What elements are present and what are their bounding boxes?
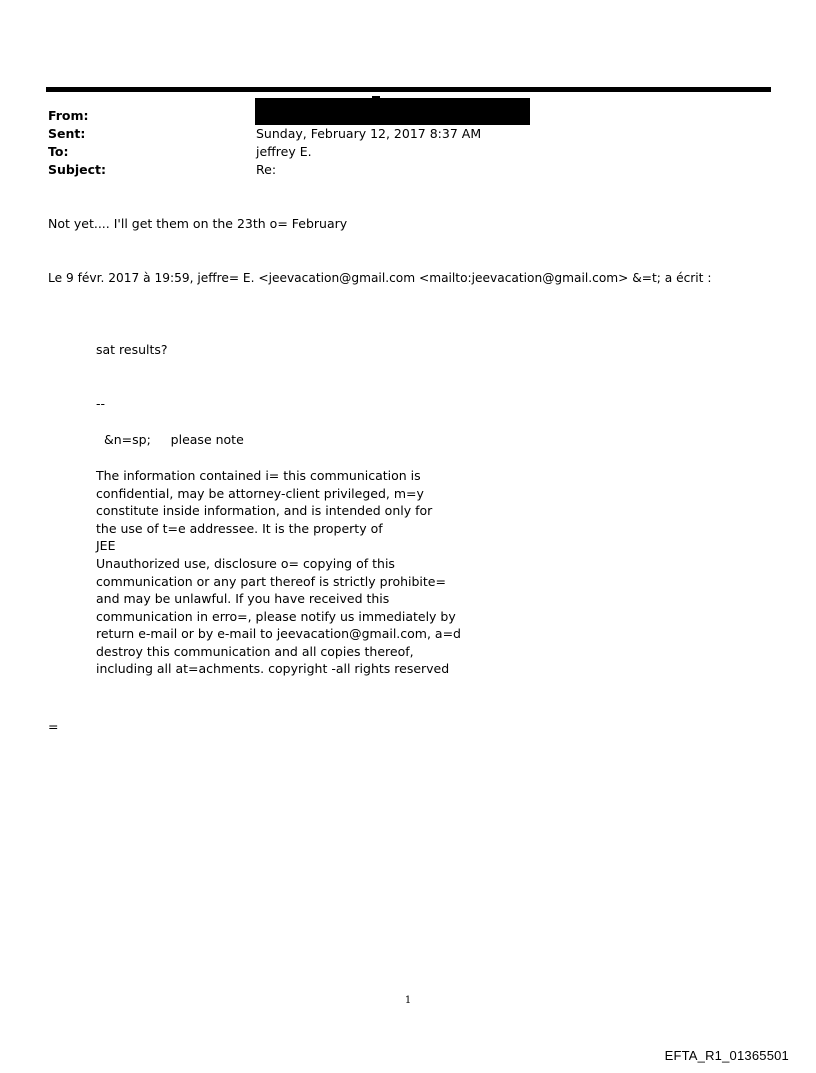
trailing-equals: = [48, 719, 59, 734]
subject-row [48, 161, 276, 179]
disclaimer-paragraph-1: The information contained i= this communication is confidential, may be attorney-client privileged, m=y constitute inside information, and is intended only for the use of t=e addressee. It is the property of JEE [96, 468, 433, 553]
to-value: jeffrey E. [256, 144, 312, 159]
subject-label: Subject: [48, 162, 106, 177]
from-row [48, 107, 256, 125]
quoted-question: sat results? [96, 342, 168, 357]
header-divider [46, 87, 771, 92]
subject-value: Re: [256, 162, 277, 177]
quote-intro: Le 9 févr. 2017 à 19:59, jeffre= E. <jeevacation@gmail.com <mailto:jeevacation@gmail.com> &=t; a écrit : [48, 271, 712, 285]
to-row [48, 143, 312, 161]
disclaimer-paragraph-2: Unauthorized use, disclosure o= copying of this communication or any part thereof is strictly prohibite= and may be unlawful. If you have received this communication in erro=, please notify us immediately by return e-mail or by e-mail to jeevacation@gmail.com, a=d destroy this communication and all copies thereof, including all at=achments. copyright -all rights reserved [96, 556, 461, 676]
reply-line: Not yet.... I'll get them on the 23th o= February [48, 216, 348, 231]
bates-number: EFTA_R1_01365501 [664, 1048, 789, 1063]
redaction-box [255, 98, 530, 125]
please-note: &n=sp; please note [104, 432, 244, 447]
to-label: To: [48, 144, 69, 159]
sent-row [48, 125, 481, 143]
sent-value: Sunday, February 12, 2017 8:37 AM [256, 126, 482, 141]
signature-separator: -- [96, 396, 106, 411]
page-number: 1 [404, 995, 412, 1006]
sent-label: Sent: [48, 126, 86, 141]
from-label: From: [48, 108, 89, 123]
